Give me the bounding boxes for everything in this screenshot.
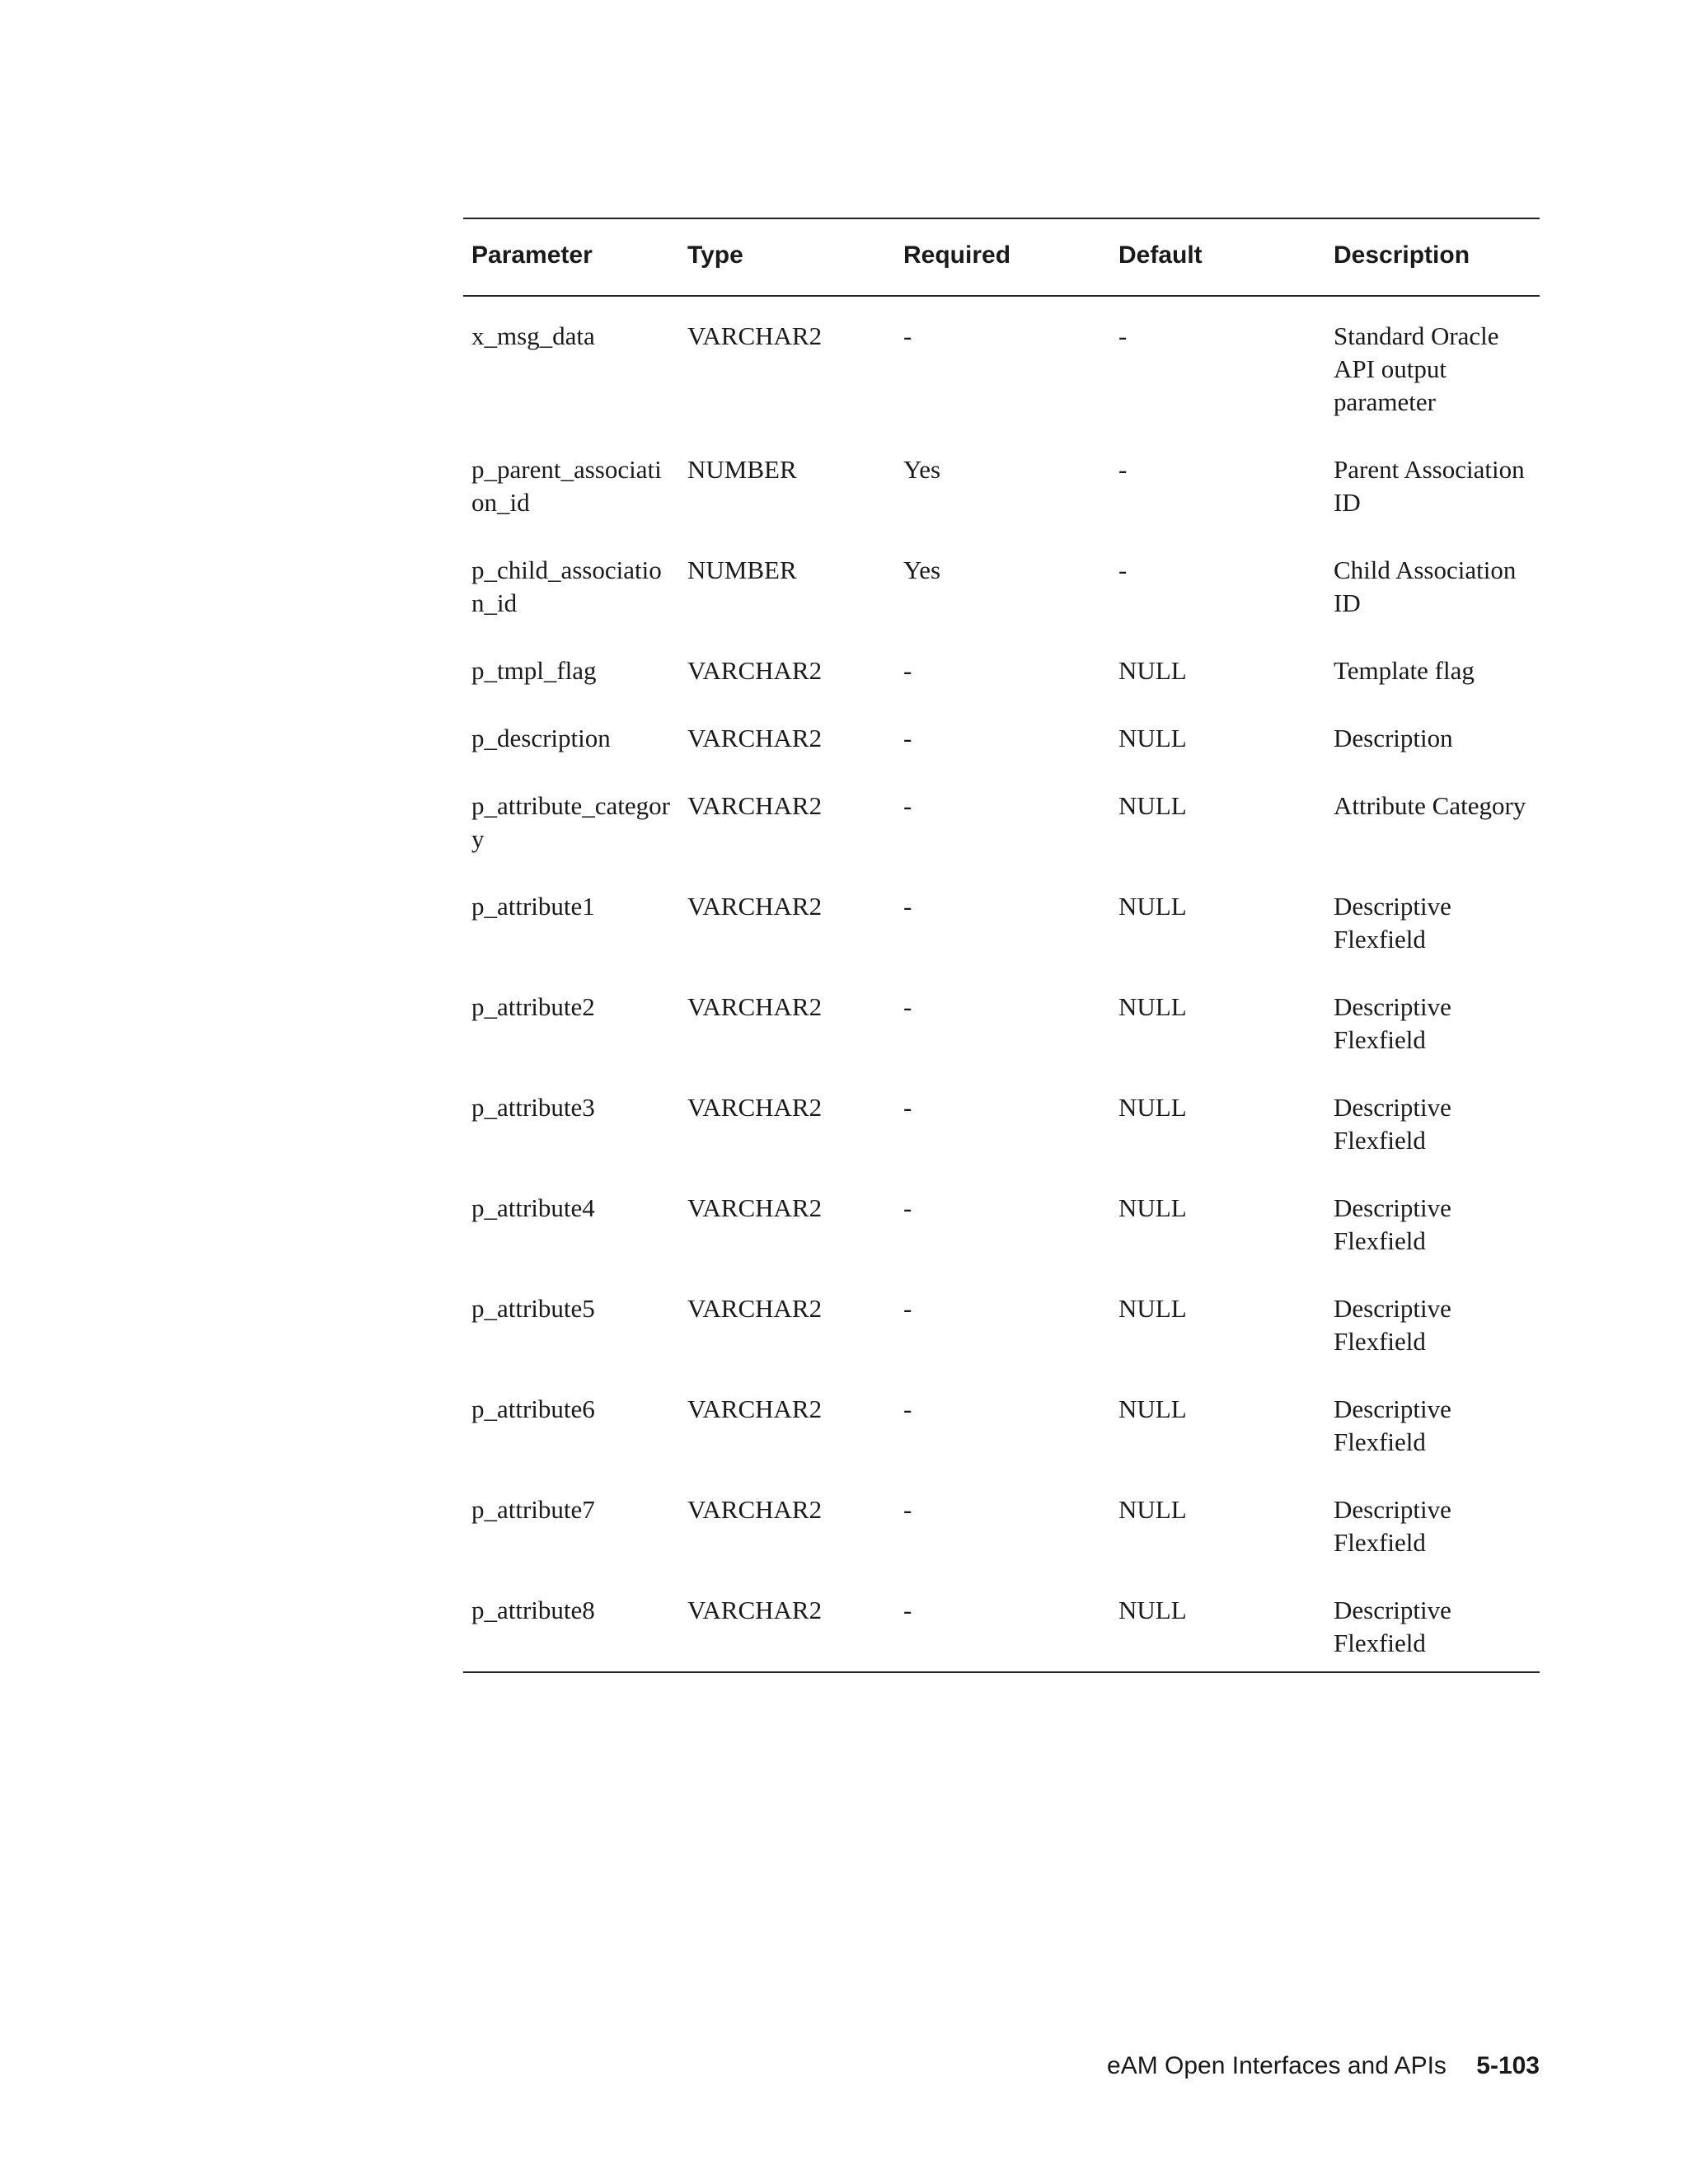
- cell-type: VARCHAR2: [687, 1495, 823, 1524]
- cell-parameter: p_attribute6: [471, 1394, 595, 1423]
- parameter-table: [463, 218, 1540, 1673]
- table-row: [463, 699, 1540, 766]
- cell-description: Parent Association ID: [1334, 455, 1525, 517]
- cell-default: NULL: [1118, 892, 1187, 921]
- cell-type: VARCHAR2: [687, 1193, 823, 1222]
- cell-description: Descriptive Flexfield: [1334, 1193, 1451, 1255]
- cell-type: VARCHAR2: [687, 992, 823, 1021]
- cell-required: -: [903, 1394, 912, 1423]
- cell-default: NULL: [1118, 1193, 1187, 1222]
- table-row: [463, 430, 1540, 531]
- cell-required: -: [903, 656, 912, 685]
- cell-required: Yes: [903, 455, 941, 484]
- cell-description: Descriptive Flexfield: [1334, 1495, 1451, 1557]
- cell-description: Descriptive Flexfield: [1334, 1093, 1451, 1155]
- cell-description: Descriptive Flexfield: [1334, 1394, 1451, 1456]
- cell-description: Descriptive Flexfield: [1334, 892, 1451, 954]
- cell-required: -: [903, 1093, 912, 1122]
- cell-description: Descriptive Flexfield: [1334, 1294, 1451, 1356]
- cell-default: NULL: [1118, 1495, 1187, 1524]
- cell-parameter: p_attribute1: [471, 892, 595, 921]
- cell-description: Attribute Category: [1334, 791, 1526, 820]
- header-row: [463, 218, 1540, 296]
- cell-description: Descriptive Flexfield: [1334, 992, 1451, 1054]
- cell-type: VARCHAR2: [687, 791, 823, 820]
- cell-required: -: [903, 992, 912, 1021]
- cell-required: -: [903, 1294, 912, 1323]
- header-parameter: Parameter: [471, 241, 593, 269]
- table-row: [463, 1571, 1540, 1672]
- cell-default: -: [1118, 555, 1128, 584]
- cell-description: Template flag: [1334, 656, 1475, 685]
- cell-description: Description: [1334, 724, 1453, 752]
- header-type: Type: [687, 241, 743, 269]
- cell-required: -: [903, 1495, 912, 1524]
- cell-type: VARCHAR2: [687, 892, 823, 921]
- table-row: [463, 968, 1540, 1068]
- cell-parameter: p_description: [471, 724, 611, 752]
- header-required: Required: [903, 241, 1011, 269]
- cell-default: NULL: [1118, 1093, 1187, 1122]
- cell-type: VARCHAR2: [687, 1596, 823, 1624]
- cell-description: Standard Oracle API output parameter: [1334, 321, 1499, 416]
- table-row: [463, 1269, 1540, 1370]
- cell-parameter: p_parent_association_id: [471, 455, 662, 517]
- table-header: [463, 218, 1540, 296]
- table-body: [463, 296, 1540, 1672]
- cell-parameter: p_attribute_category: [471, 791, 671, 853]
- cell-required: -: [903, 724, 912, 752]
- cell-default: -: [1118, 321, 1128, 350]
- header-default: Default: [1118, 241, 1203, 269]
- page-footer: [1107, 2052, 1540, 2080]
- cell-required: -: [903, 791, 912, 820]
- cell-description: Child Association ID: [1334, 555, 1517, 617]
- table-row: [463, 867, 1540, 968]
- cell-default: NULL: [1118, 791, 1187, 820]
- cell-required: Yes: [903, 555, 941, 584]
- cell-type: VARCHAR2: [687, 1394, 823, 1423]
- cell-default: NULL: [1118, 992, 1187, 1021]
- cell-type: VARCHAR2: [687, 724, 823, 752]
- cell-type: VARCHAR2: [687, 1294, 823, 1323]
- table-row: [463, 1068, 1540, 1169]
- cell-parameter: p_tmpl_flag: [471, 656, 597, 685]
- cell-type: VARCHAR2: [687, 656, 823, 685]
- cell-parameter: p_attribute8: [471, 1596, 595, 1624]
- table-row: [463, 1169, 1540, 1269]
- table-row: [463, 531, 1540, 631]
- cell-parameter: p_attribute2: [471, 992, 595, 1021]
- cell-default: NULL: [1118, 1294, 1187, 1323]
- cell-parameter: p_child_association_id: [471, 555, 662, 617]
- cell-default: NULL: [1118, 1394, 1187, 1423]
- cell-type: NUMBER: [687, 455, 797, 484]
- header-description: Description: [1334, 241, 1470, 269]
- table-row: [463, 1470, 1540, 1571]
- table-row: [463, 1370, 1540, 1470]
- cell-parameter: p_attribute3: [471, 1093, 595, 1122]
- cell-description: Descriptive Flexfield: [1334, 1596, 1451, 1657]
- cell-required: -: [903, 1596, 912, 1624]
- cell-type: VARCHAR2: [687, 1093, 823, 1122]
- cell-required: -: [903, 892, 912, 921]
- cell-default: NULL: [1118, 656, 1187, 685]
- cell-default: NULL: [1118, 724, 1187, 752]
- cell-required: -: [903, 321, 912, 350]
- cell-default: NULL: [1118, 1596, 1187, 1624]
- cell-parameter: p_attribute7: [471, 1495, 595, 1524]
- cell-parameter: p_attribute4: [471, 1193, 595, 1222]
- cell-parameter: p_attribute5: [471, 1294, 595, 1323]
- cell-required: -: [903, 1193, 912, 1222]
- cell-type: NUMBER: [687, 555, 797, 584]
- page-number: 5-103: [1476, 2052, 1540, 2079]
- table-row: [463, 631, 1540, 699]
- cell-parameter: x_msg_data: [471, 321, 595, 350]
- table-row: [463, 296, 1540, 430]
- footer-title: eAM Open Interfaces and APIs: [1107, 2052, 1447, 2079]
- cell-default: -: [1118, 455, 1128, 484]
- cell-type: VARCHAR2: [687, 321, 823, 350]
- table-row: [463, 766, 1540, 867]
